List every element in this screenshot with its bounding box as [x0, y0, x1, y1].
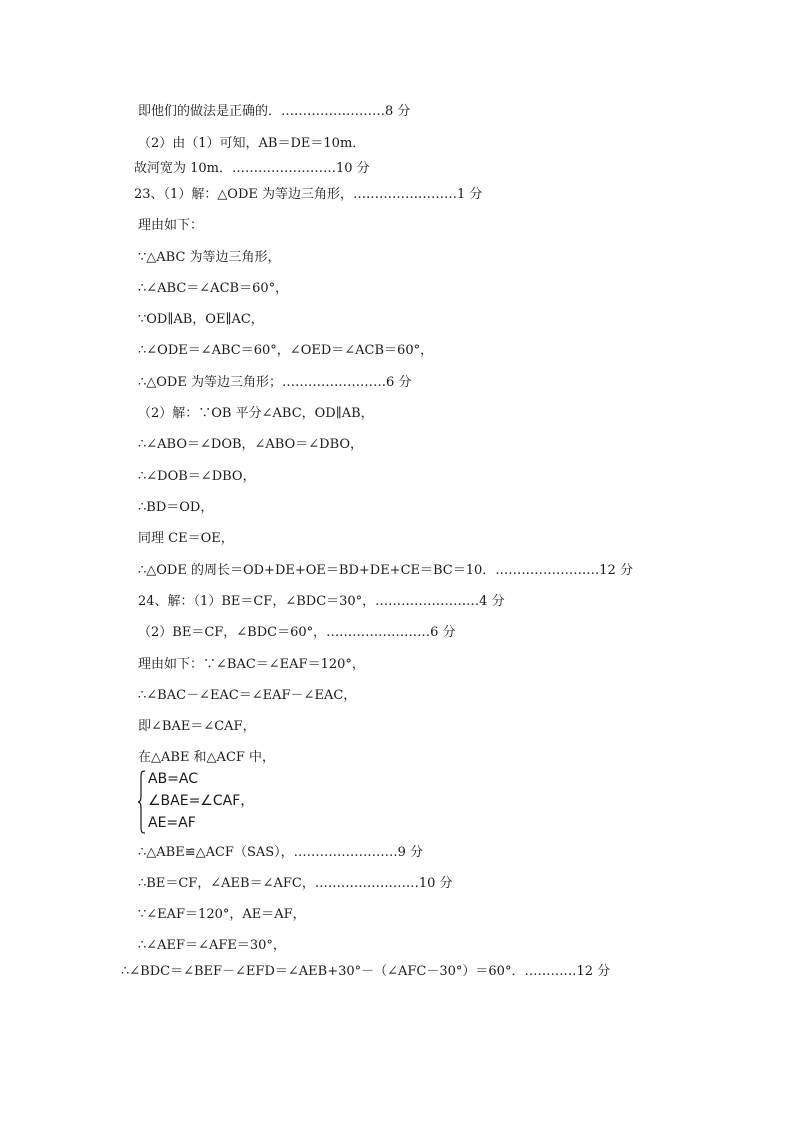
text-line: ∴∠ODE＝∠ABC＝60°，∠OED＝∠ACB＝60°， [138, 343, 434, 358]
text-line: ∴∠BAC－∠EAC＝∠EAF－∠EAC， [138, 688, 357, 703]
text-line: ∵△ABC 为等边三角形， [138, 250, 281, 265]
text-line: ∴∠DOB＝∠DBO， [138, 469, 256, 484]
text-line: 故河宽为 10m．……………………10 分 [134, 161, 370, 176]
text-line: （2）BE＝CF，∠BDC＝60°，……………………6 分 [138, 625, 456, 640]
system-row: AE=AF [148, 815, 196, 831]
text-line: ∴BE＝CF，∠AEB＝∠AFC，……………………10 分 [138, 876, 453, 891]
text-line: ∴∠AEF＝∠AFE＝30°， [138, 938, 286, 953]
text-line: 同理 CE＝OE， [138, 531, 234, 546]
text-line: ∴∠ABC＝∠ACB＝60°， [138, 281, 289, 296]
text-line: 理由如下：∵∠BAC＝∠EAF＝120°， [138, 657, 365, 672]
text-line: 在△ABE 和△ACF 中， [138, 750, 276, 765]
text-line: 即∠BAE＝∠CAF， [138, 719, 256, 734]
text-line: （2）由（1）可知，AB＝DE＝10m． [138, 136, 366, 151]
equation-system [138, 770, 338, 836]
text-line: 24、解：（1）BE＝CF，∠BDC＝30°，……………………4 分 [138, 594, 505, 609]
text-line: 即他们的做法是正确的．……………………8 分 [138, 104, 411, 119]
system-row: AB=AC [148, 771, 199, 787]
text-line: ∵OD∥AB，OE∥AC， [138, 312, 264, 327]
left-brace-icon [138, 770, 146, 834]
text-line: （2）解：∵OB 平分∠ABC，OD∥AB， [138, 406, 374, 421]
text-line: ∴△ODE 的周长＝OD+DE+OE＝BD+DE+CE＝BC＝10．……………………12 分 [138, 563, 633, 578]
text-line: ∴∠BDC＝∠BEF－∠EFD＝∠AEB+30°－（∠AFC－30°）＝60°．…………12 分 [121, 964, 611, 979]
text-line: ∴△ABE≌△ACF（SAS），……………………9 分 [138, 845, 424, 860]
system-row: ∠BAE=∠CAF， [148, 793, 255, 809]
text-line: 23、（1）解：△ODE 为等边三角形，……………………1 分 [134, 187, 483, 202]
text-line: ∵∠EAF＝120°，AE＝AF， [138, 907, 306, 922]
text-line: ∴△ODE 为等边三角形；……………………6 分 [138, 375, 412, 390]
text-line: ∴BD＝OD， [138, 500, 214, 515]
text-line: 理由如下： [138, 218, 204, 233]
text-line: ∴∠ABO＝∠DOB，∠ABO＝∠DBO， [138, 437, 364, 452]
